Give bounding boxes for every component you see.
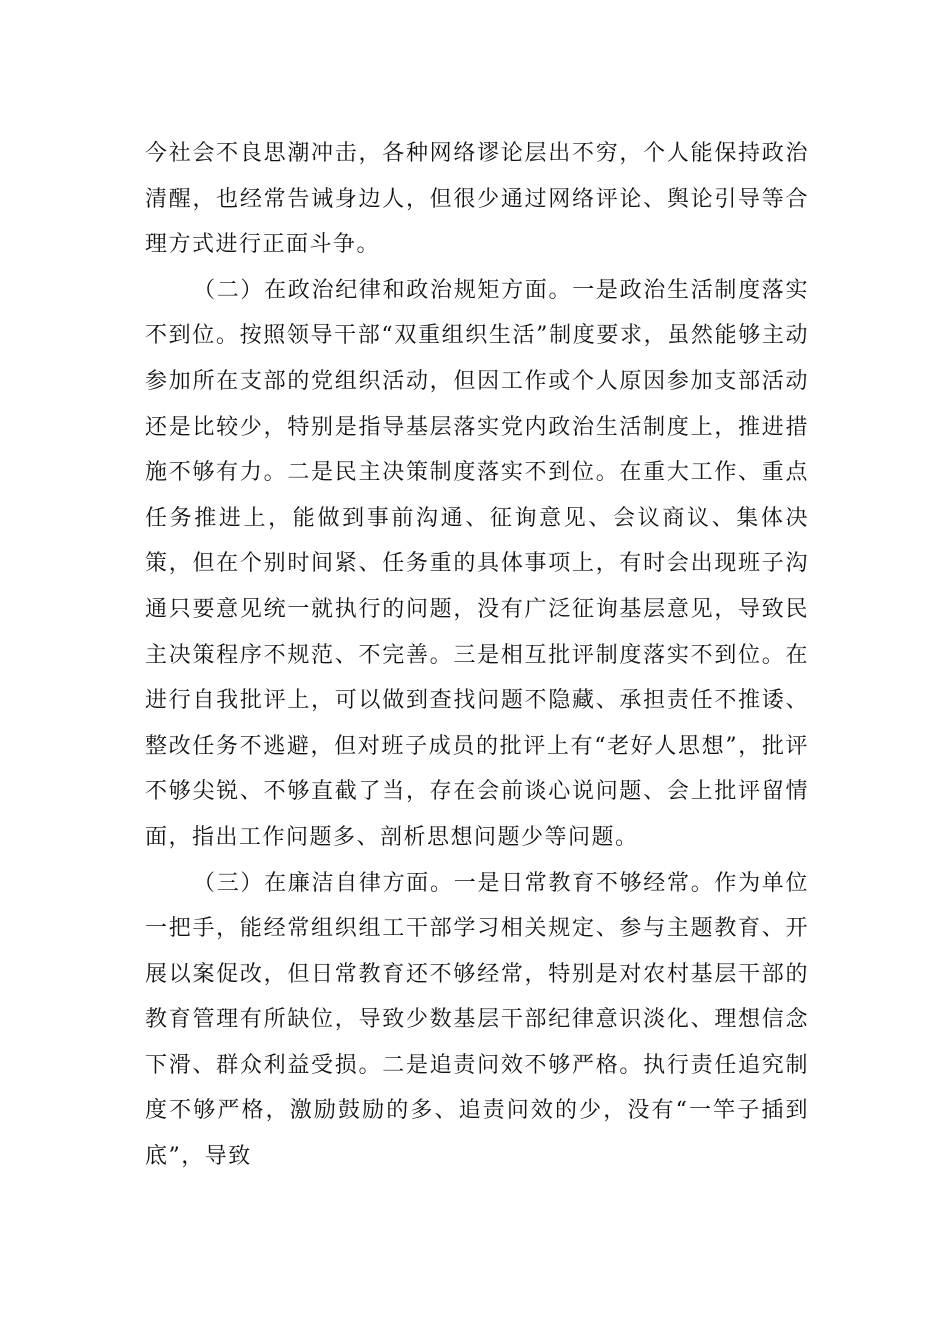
paragraph-integrity-self-discipline: （三）在廉洁自律方面。一是日常教育不够经常。作为单位一把手，能经常组织组工干部学习相关规定、参与主题教育、开展以案促改，但日常教育还不够经常，特别是对农村基层干部的教育管理有所缺位，导致少数基层干部纪律意识淡化、理想信念下滑、群众利益受损。二是追责问效不够严格。执行责任追究制度不够严格，激励鼓励的多、追责问效的少，没有“一竿子插到底”，导致 bbox=[145, 870, 809, 1170]
document-body bbox=[145, 131, 809, 1180]
paragraph-political-discipline: （二）在政治纪律和政治规矩方面。一是政治生活制度落实不到位。按照领导干部“双重组织生活”制度要求，虽然能够主动参加所在支部的党组织活动，但因工作或个人原因参加支部活动还是比较少，特别是指导基层落实党内政治生活制度上，推进措施不够有力。二是民主决策制度落实不到位。在重大工作、重点任务推进上，能做到事前沟通、征询意见、会议商议、集体决策，但在个别时间紧、任务重的具体事项上，有时会出现班子沟通只要意见统一就执行的问题，没有广泛征询基层意见，导致民主决策程序不规范、不完善。三是相互批评制度落实不到位。在进行自我批评上，可以做到查找问题不隐藏、承担责任不推诿、整改任务不逃避，但对班子成员的批评上有“老好人思想”，批评不够尖锐、不够直截了当，存在会前谈心说问题、会上批评留情面，指出工作问题多、剖析思想问题少等问题。 bbox=[145, 277, 809, 850]
paragraph-continued: 今社会不良思潮冲击，各种网络谬论层出不穷，个人能保持政治清醒，也经常告诫身边人，但很少通过网络评论、舆论引导等合理方式进行正面斗争。 bbox=[145, 141, 809, 258]
